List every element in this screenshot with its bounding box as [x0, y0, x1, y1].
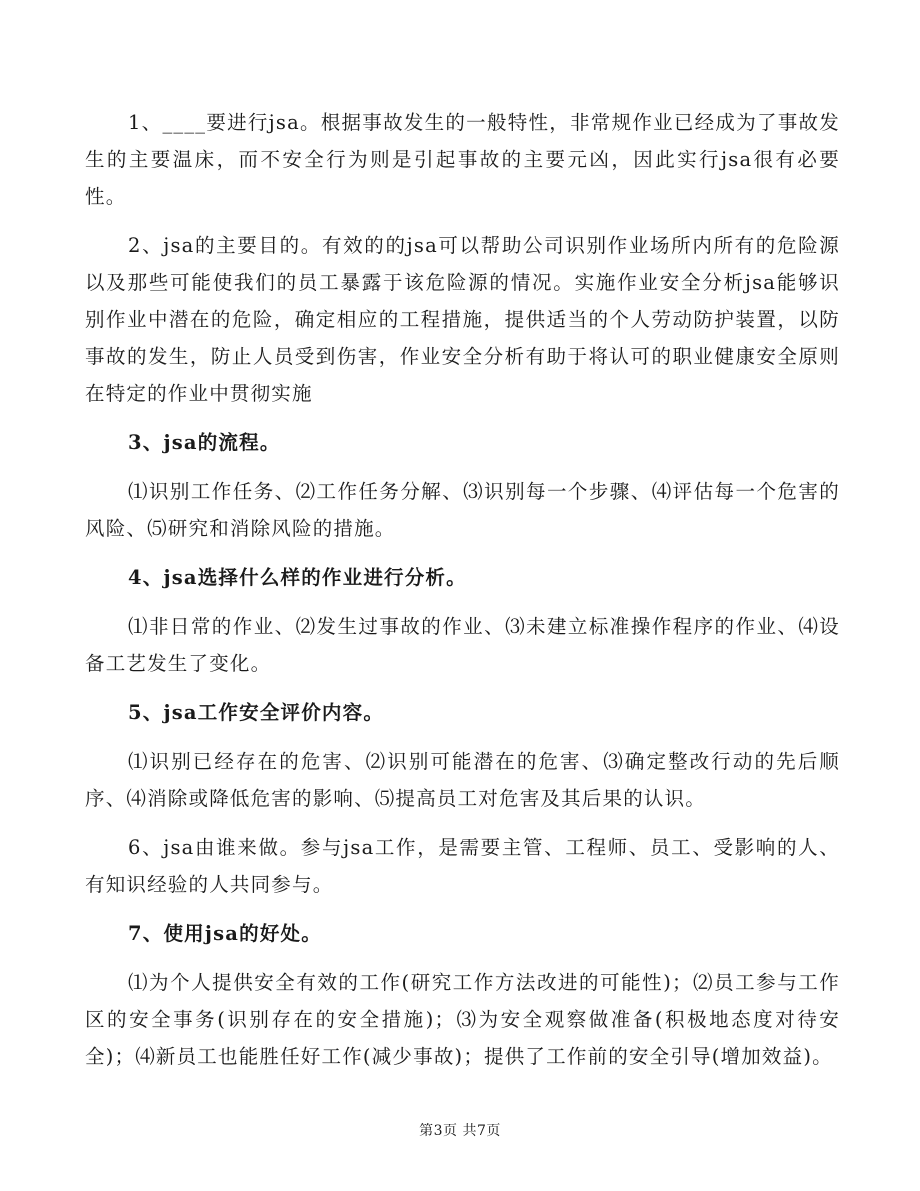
page-number-footer: 第3页 共7页: [419, 1123, 501, 1139]
paragraph-5-body: ⑴识别已经存在的危害、⑵识别可能潜在的危害、⑶确定整改行动的先后顺序、⑷消除或降低危害的影响、⑸提高员工对危害及其后果的认识。: [85, 750, 840, 810]
section-heading-7: 7、使用jsa的好处。: [128, 922, 322, 945]
paragraph-3-body: ⑴识别工作任务、⑵工作任务分解、⑶识别每一个步骤、⑷评估每一个危害的风险、⑸研究和消除风险的措施。: [85, 480, 840, 540]
section-heading-5: 5、jsa工作安全评价内容。: [128, 701, 385, 724]
paragraph-2: 2、jsa的主要目的。有效的的jsa可以帮助公司识别作业场所内所有的危险源以及那些可能使我们的员工暴露于该危险源的情况。实施作业安全分析jsa能够识别作业中潜在的危险，确定相应的工程措施，提供适当的个人劳动防护装置，以防事故的发生，防止人员受到伤害，作业安全分析有助于将认可的职业健康安全原则在特定的作业中贯彻实施: [85, 234, 840, 405]
section-heading-3: 3、jsa的流程。: [128, 431, 281, 454]
paragraph-7-body: ⑴为个人提供安全有效的工作(研究工作方法改进的可能性)；⑵员工参与工作区的安全事务(识别存在的安全措施)；⑶为安全观察做准备(积极地态度对待安全)；⑷新员工也能胜任好工作(减少事故)；提供了工作前的安全引导(增加效益)。: [85, 971, 840, 1068]
document-body: [85, 104, 840, 1087]
section-heading-4: 4、jsa选择什么样的作业进行分析。: [128, 566, 467, 589]
paragraph-1: 1、____要进行jsa。根据事故发生的一般特性，非常规作业已经成为了事故发生的主要温床，而不安全行为则是引起事故的主要元凶，因此实行jsa很有必要性。: [85, 111, 840, 208]
paragraph-4-body: ⑴非日常的作业、⑵发生过事故的作业、⑶未建立标准操作程序的作业、⑷设备工艺发生了变化。: [85, 615, 840, 675]
paragraph-6: 6、jsa由谁来做。参与jsa工作，是需要主管、工程师、员工、受影响的人、有知识经验的人共同参与。: [85, 836, 840, 896]
